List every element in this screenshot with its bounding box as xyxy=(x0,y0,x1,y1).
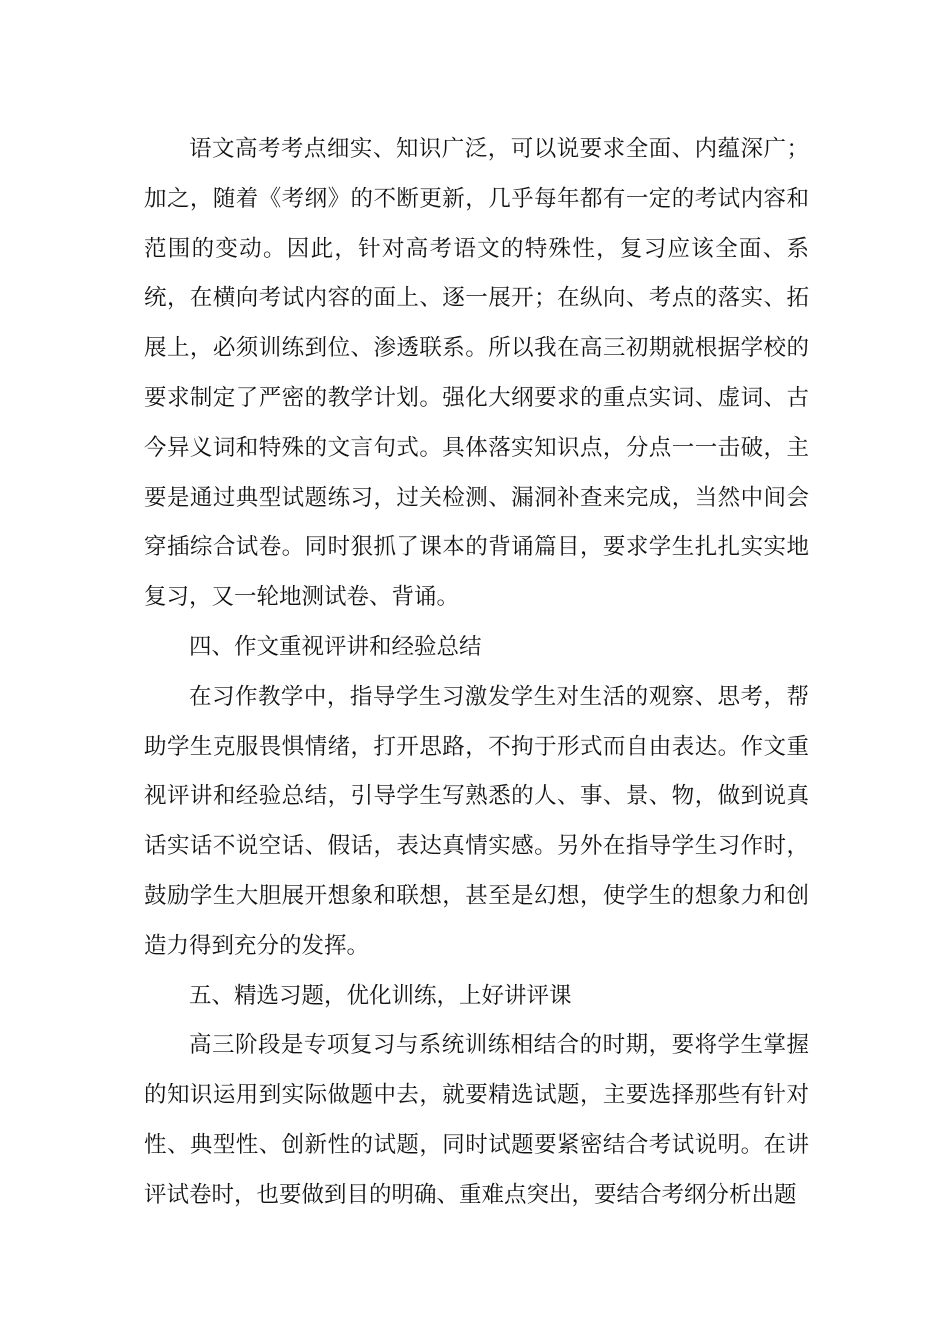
section-heading-exercises: 五、精选习题，优化训练，上好讲评课 xyxy=(189,982,572,1009)
paragraph-exercise-selection: 高三阶段是专项复习与系统训练相结合的时期，要将学生掌握的知识运用到实际做题中去，就要精选试题，主要选择那些有针对性、典型性、创新性的试题，同时试题要紧密结合考试说明。在讲评试卷时，也要做到目的明确、重难点突出，要结合考纲分析出题 xyxy=(144,1032,809,1208)
document-body xyxy=(144,125,809,1221)
paragraph-composition-teaching: 在习作教学中，指导学生习激发学生对生活的观察、思考，帮助学生克服畏惧情绪，打开思路，不拘于形式而自由表达。作文重视评讲和经验总结，引导学生写熟悉的人、事、景、物，做到说真话实话不说空话、假话，表达真情实感。另外在指导学生习作时，鼓励学生大胆展开想象和联想，甚至是幻想，使学生的想象力和创造力得到充分的发挥。 xyxy=(144,683,809,959)
paragraph-review-plan: 语文高考考点细实、知识广泛，可以说要求全面、内蕴深广；加之，随着《考纲》的不断更新，几乎每年都有一定的考试内容和范围的变动。因此，针对高考语文的特殊性，复习应该全面、系统，在横向考试内容的面上、逐一展开；在纵向、考点的落实、拓展上，必须训练到位、渗透联系。所以我在高三初期就根据学校的要求制定了严密的教学计划。强化大纲要求的重点实词、虚词、古今异义词和特殊的文言句式。具体落实知识点，分点一一击破，主要是通过典型试题练习，过关检测、漏洞补查来完成，当然中间会穿插综合试卷。同时狠抓了课本的背诵篇目，要求学生扎扎实实地复习，又一轮地测试卷、背诵。 xyxy=(144,136,809,611)
section-heading-composition: 四、作文重视评讲和经验总结 xyxy=(189,633,482,660)
